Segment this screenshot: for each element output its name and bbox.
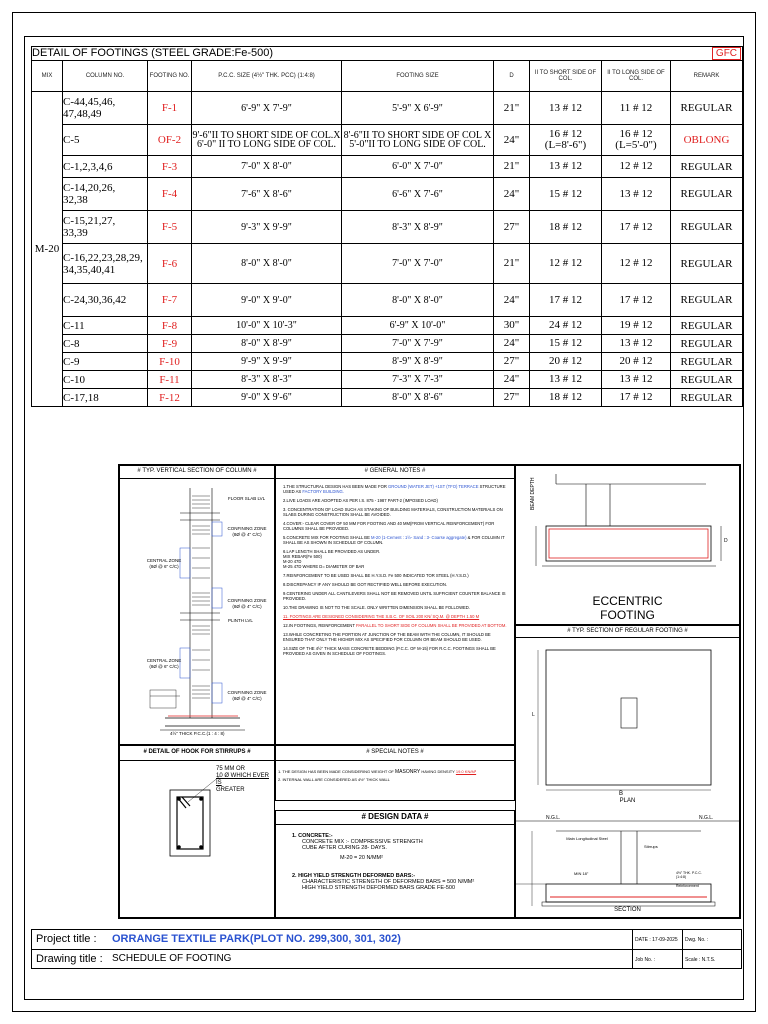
note-1: 1.THE STRUCTURAL DESIGN HAS BEEN MADE FOR GROUND (WATER JET) +1ST (TFO) TERRACE STRUCTURE USED AS FACTORY BUILDING. [283,484,506,494]
long-side-cell: 20 # 12 [602,353,671,371]
column-no-cell: C-1,2,3,4,6 [63,156,148,178]
header-depth: D [494,61,530,92]
depth-cell: 21" [494,156,530,178]
project-title-value: ORRANGE TEXTILE PARK(PLOT NO. 299,300, 301, 302) [112,933,401,945]
column-no-cell: C-8 [63,335,148,353]
footing-size-cell: 7'-0" X 7'-0" [342,244,494,284]
long-side-cell: 13 # 12 [602,178,671,211]
note-9: 9.CENTERING UNDER ALL CANTILEVERS SHALL NOT BE REMOVED UNTIL SUFFICIENT COUNTER BALANCE IS PROVIDED. [283,591,506,601]
footing-size-cell: 8'-0" X 8'-6" [342,389,494,407]
column-no-cell: C-44,45,46, 47,48,49 [63,92,148,125]
remark-cell: REGULAR [671,284,743,317]
long-side-cell: 11 # 12 [602,92,671,125]
footing-no-cell: F-3 [148,156,192,178]
short-side-cell: 17 # 12 [530,284,602,317]
remark-cell: REGULAR [671,244,743,284]
project-title-label: Project title : [36,933,97,945]
remark-cell: REGULAR [671,156,743,178]
long-side-cell: 12 # 12 [602,156,671,178]
hook-note: 75 MM OR 10 Ø WHICH EVER IS GREATER [216,766,270,793]
footing-no-cell: OF-2 [148,125,192,156]
special-notes-title: # SPECIAL NOTES # [366,749,424,755]
table-row [32,353,743,371]
gfc-stamp: GFC [712,47,741,60]
note-7: 7.REINFORCEMENT TO BE USED SHALL BE H.Y.S.D. Fe 500 INDICATED TOR STEEL (H.Y.S.D.) [283,573,469,578]
eccentric-footing-title: ECCENTRIC FOOTING [592,594,663,622]
section-title: SECTION [614,907,641,913]
central-zone-label-2: CENTRAL ZONE (8Ø @ 6" C/C) [146,658,182,669]
table-title: DETAIL OF FOOTINGS (STEEL GRADE:Fe-500) [32,47,274,59]
footing-no-cell: F-10 [148,353,192,371]
depth-cell: 21" [494,244,530,284]
column-no-cell: C-5 [63,125,148,156]
footing-no-cell: F-7 [148,284,192,317]
remark-cell: REGULAR [671,389,743,407]
footing-size-cell: 7'-0" X 7'-9" [342,335,494,353]
floor-slab-label: FLOOR SLAB LVL [228,496,266,501]
confining-zone-label-1: CONFINING ZONE (8Ø @ 4" C/C) [227,526,267,537]
table-row [32,317,743,335]
table-row [32,335,743,353]
long-side-cell: 12 # 12 [602,244,671,284]
long-side-cell: 17 # 12 [602,211,671,244]
beam-depth-label: BEAM DEPTH [530,477,536,510]
pcc-size-cell: 8'-3" X 8'-3" [192,371,342,389]
footing-size-cell: 8'-3" X 8'-9" [342,211,494,244]
special-note-1: 1. THE DESIGN HAS BEEN MADE CONSIDERING WEIGHT OF MASONRY HAVING DENSITY 19.0 KN/M³ [278,769,477,775]
remark-cell: REGULAR [671,371,743,389]
eccentric-footing-panel [515,465,740,625]
drawing-sheet [118,464,741,919]
column-no-cell: C-17,18 [63,389,148,407]
min-label: MIN 18" [574,871,589,876]
pcc-size-cell: 9'-3" X 9'-9" [192,211,342,244]
design-data-title: # DESIGN DATA # [361,812,429,821]
footing-table-body [32,92,743,407]
plan-title: PLAN [619,798,636,804]
short-side-cell: 16 # 12 (L=8'-6") [530,125,602,156]
short-side-cell: 24 # 12 [530,317,602,335]
central-zone-label-1: CENTRAL ZONE (8Ø @ 6" C/C) [146,558,182,569]
depth-cell: 21" [494,92,530,125]
column-section-drawing [120,478,274,744]
pcc-size-cell: 9'-6"II TO SHORT SIDE OF COL.X 6'-0" II TO LONG SIDE OF COL. [192,125,342,156]
remark-cell: REGULAR [671,178,743,211]
footing-no-cell: F-11 [148,371,192,389]
title-block [31,929,742,969]
note-11: 11. FOOTINGS ARE DESIGNED CONSIDERING THE S.B.C. OF SOIL 200 KN/ SQ.M. @ DEPTH 1.50 M [283,614,480,619]
depth-cell: 24" [494,178,530,211]
ngl-right: N.G.L. [699,815,714,821]
eccentric-footing-drawing [516,466,739,586]
vertical-section-panel [119,465,275,745]
hook-detail-panel [119,745,275,918]
table-row [32,389,743,407]
footing-no-cell: F-8 [148,317,192,335]
note-8: 8.DISCREPANCY IF ANY SHOULD BE GOT RECTIFIED WELL BEFORE EXECUTION. [283,582,448,587]
remark-cell: REGULAR [671,211,743,244]
mix-cell: M-20 [32,92,63,407]
header-remark: REMARK [671,61,743,92]
short-side-cell: 15 # 12 [530,178,602,211]
note-3: 3. CONCENTRATION OF LOAD SUCH AS STAKING OF BUILDING MATERIALS, CONSTRUCTION MATERIALS ON SLABS DURING CONSTRUCTION SHALL BE AVOIDED. [283,507,503,517]
table-row [32,371,743,389]
note-6: 6.LAP LENGTH SHALL BE PROVIDED AS UNDER. MIX REBAR(Fe 500) M-20 47D M-25 47D WHERE D= DIAMETER OF BAR [283,549,381,569]
header-column-no: COLUMN NO. [63,61,148,92]
depth-cell: 27" [494,389,530,407]
depth-cell: 24" [494,125,530,156]
footing-size-cell: 6'-0" X 7'-0" [342,156,494,178]
vertical-section-title: # TYP. VERTICAL SECTION OF COLUMN # [137,468,257,474]
footing-no-cell: F-4 [148,178,192,211]
scale-field: Scale : N.T.S. [685,957,716,963]
confining-zone-label-2: CONFINING ZONE (8Ø @ 4" C/C) [227,598,267,609]
footing-no-cell: F-1 [148,92,192,125]
stirrups-label: Stirrups [644,844,658,849]
footing-size-cell: 8'-0" X 8'-0" [342,284,494,317]
table-row [32,156,743,178]
column-no-cell: C-10 [63,371,148,389]
design-data-panel [275,810,515,918]
long-side-cell: 17 # 12 [602,389,671,407]
confining-zone-label-3: CONFINING ZONE (8Ø @ 4" C/C) [227,690,267,701]
footing-table [31,46,743,407]
general-notes-title: # GENERAL NOTES # [364,468,426,474]
general-notes-panel [275,465,515,745]
short-side-cell: 18 # 12 [530,389,602,407]
footing-no-cell: F-6 [148,244,192,284]
pcc-size-cell: 7'-0" X 8'-0" [192,156,342,178]
table-row [32,284,743,317]
short-side-cell: 15 # 12 [530,335,602,353]
short-side-cell: 20 # 12 [530,353,602,371]
date-field: DATE : 17-09-2025 [635,937,678,943]
header-mix: MIX [32,61,63,92]
pcc-size-cell: 9'-0" X 9'-0" [192,284,342,317]
pcc-size-cell: 7'-6" X 8'-6" [192,178,342,211]
note-13: 13.WHILE CONCRETING THE PORTION AT JUNCTION OF THE BEAM WITH THE COLUMN, IT SHOULD BE ENSURED THAT ONLY THE HIGHER MIX AS SPECIFIED FOR COLUMN OR BEAM SHOULD BE USED. [283,632,491,642]
table-row [32,244,743,284]
header-footing-size: FOOTING SIZE [342,61,494,92]
short-side-cell: 18 # 12 [530,211,602,244]
drawing-title-label: Drawing title : [36,953,103,965]
footing-no-cell: F-12 [148,389,192,407]
footing-schedule [31,46,742,456]
footing-no-cell: F-9 [148,335,192,353]
design-data-content: 1. CONCRETE:- CONCRETE MIX :- COMPRESSIVE STRENGTH CUBE AFTER CURING 28- DAYS. M-20 = 20 N/MM² 2. HIGH YIELD STRENGTH DEFORMED BARS:- CHARACTERISTIC STRENGTH OF DEFORMED BARS = 500 N/MM² HIGH YIELD STRENGTH DEFORMED BARS GRADE FE-500 [292,833,475,891]
footing-size-cell: 8'-6"II TO SHORT SIDE OF COL X 5'-0"II TO LONG SIDE OF COL. [342,125,494,156]
note-10: 10.THE DRAWING IS NOT TO THE SCALE. ONLY WRITTEN DIMENSION SHALL BE FOLLOWED. [283,605,470,610]
note-4: 4.COVER:- CLEAR COVER OF 50 MM FOR FOOTING AND 40 MM(FROM VERTICAL REINFORCEMENT) FOR COLUMNS SHALL BE PROVIDED. [283,521,495,531]
special-note-2: 2. INTERNAL WALL ARE CONSIDERED AS 4½" THICK WALL [278,777,390,782]
table-row [32,92,743,125]
column-no-cell: C-16,22,23,28,29, 34,35,40,41 [63,244,148,284]
short-side-cell: 13 # 12 [530,92,602,125]
table-row [32,178,743,211]
plinth-label: PLINTH LVL [228,618,253,623]
special-notes-panel [275,745,515,801]
long-side-cell: 17 # 12 [602,284,671,317]
footing-size-cell: 8'-9" X 8'-9" [342,353,494,371]
plan-b-label: B [619,791,624,797]
long-side-cell: 13 # 12 [602,335,671,353]
pcc-label: 4½" THICK P.C.C.(1 : 4 : 8) [170,731,225,736]
table-row [32,211,743,244]
hook-detail-title: # DETAIL OF HOOK FOR STIRRUPS # [143,749,251,755]
pcc-note-label: 4½" THK. P.C.C. (1:4:8) [676,871,702,879]
remark-cell: REGULAR [671,335,743,353]
footing-no-cell: F-5 [148,211,192,244]
column-no-cell: C-14,20,26, 32,38 [63,178,148,211]
short-side-cell: 13 # 12 [530,156,602,178]
pcc-size-cell: 8'-0" X 8'-0" [192,244,342,284]
general-notes-list [283,484,511,660]
column-no-cell: C-9 [63,353,148,371]
depth-cell: 24" [494,284,530,317]
pcc-size-cell: 9'-0" X 9'-6" [192,389,342,407]
note-14: 14.SIZE OF THE 4½" THICK MASS CONCRETE BEDDING (P.C.C. OF M-15) FOR R.C.C. FOOTINGS SHALL BE PROVIDED AS GIVEN IN SCHEDULE OF FOOTINGS. [283,646,496,656]
column-no-cell: C-24,30,36,42 [63,284,148,317]
depth-cell: 24" [494,371,530,389]
note-12: 12.IN FOOTINGS, REINFORCEMENT PARALLEL TO SHORT SIDE OF COLUMN SHALL BE PROVIDED AT BOTTOM. [283,623,507,628]
header-pcc-size: P.C.C. SIZE (4½" THK. PCC) (1:4:8) [192,61,342,92]
header-long-side: II TO LONG SIDE OF COL. [602,61,671,92]
remark-cell: OBLONG [671,125,743,156]
remark-cell: REGULAR [671,317,743,335]
note-2: 2.LIVE LOADS ARE ADOPTED AS PER I.S. 875 - 1987 PART-2 (IMPOSED LOAD) [283,498,438,503]
header-footing-no: FOOTING NO. [148,61,192,92]
remark-cell: REGULAR [671,353,743,371]
ecc-d-label: D [724,538,728,544]
special-notes-list [278,768,514,784]
table-title-cell [32,47,743,61]
depth-cell: 27" [494,353,530,371]
main-steel-label: Main Longitudinal Steel [566,836,608,841]
ngl-left: N.G.L. [546,815,561,821]
table-row [32,125,743,156]
short-side-cell: 12 # 12 [530,244,602,284]
pcc-size-cell: 10'-0" X 10'-3" [192,317,342,335]
note-5: 5.CONCRETE MIX FOR FOOTING SHALL BE M-20 (1-Cement : 1½- Sand : 3- Coarse aggregate) & FOR COLUMN IT SHALL BE AS SHOWN IN SCHEDULE OF COLUMN. [283,535,505,545]
footing-size-cell: 6'-6" X 7'-6" [342,178,494,211]
pcc-size-cell: 8'-0" X 8'-9" [192,335,342,353]
short-side-cell: 13 # 12 [530,371,602,389]
depth-cell: 30" [494,317,530,335]
job-no-field: Job No. : [635,957,656,963]
remark-cell: REGULAR [671,92,743,125]
plan-l-label: L [532,712,535,718]
footing-size-cell: 6'-9" X 10'-0" [342,317,494,335]
long-side-cell: 19 # 12 [602,317,671,335]
dwg-no-field: Dwg. No. : [685,937,709,943]
column-no-cell: C-11 [63,317,148,335]
regular-footing-title: # TYP. SECTION OF REGULAR FOOTING # [567,628,688,634]
footing-size-cell: 7'-3" X 7'-3" [342,371,494,389]
drawing-title-value: SCHEDULE OF FOOTING [112,953,232,964]
depth-cell: 24" [494,335,530,353]
long-side-cell: 16 # 12 (L=5'-0") [602,125,671,156]
long-side-cell: 13 # 12 [602,371,671,389]
depth-cell: 27" [494,211,530,244]
reinforcement-label: Reinforcement [676,884,699,888]
regular-footing-panel [515,625,740,918]
footing-size-cell: 5'-9" X 6'-9" [342,92,494,125]
pcc-size-cell: 9'-9" X 9'-9" [192,353,342,371]
column-no-cell: C-15,21,27, 33,39 [63,211,148,244]
pcc-size-cell: 6'-9" X 7'-9" [192,92,342,125]
header-short-side: II TO SHORT SIDE OF COL. [530,61,602,92]
